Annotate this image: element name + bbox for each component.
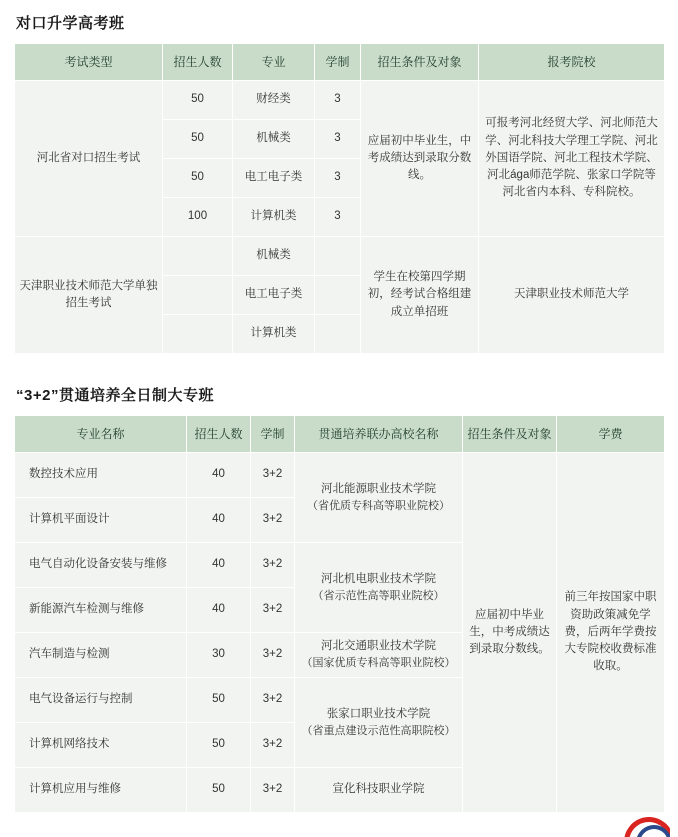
cell-major: 机械类: [233, 120, 315, 159]
table-header-row: [15, 416, 665, 453]
cell-school-system: 3+2: [251, 498, 295, 543]
partner-college-note: （省重点建设示范性高职院校）: [301, 724, 456, 737]
cell-partner-college: [295, 543, 463, 633]
cell-enroll-count: 50: [187, 768, 251, 813]
cell-school-system: 3+2: [251, 588, 295, 633]
cell-colleges: 天津职业技术师范大学: [479, 237, 665, 354]
cell-major-name: 汽车制造与检测: [15, 633, 187, 678]
section1-title: 对口升学高考班: [16, 15, 125, 32]
col-exam-type: 考试类型: [15, 44, 163, 81]
section2-title: “3+2”贯通培养全日制大专班: [16, 387, 214, 404]
cell-partner-college: [295, 768, 463, 813]
cell-school-system: 3+2: [251, 543, 295, 588]
cell-school-system: [315, 315, 361, 354]
cell-enroll-count: 100: [163, 198, 233, 237]
cell-major: 机械类: [233, 237, 315, 276]
cell-enroll-count: 40: [187, 453, 251, 498]
partner-college-note: （国家优质专科高等职业院校）: [301, 657, 456, 670]
cell-major: 计算机类: [233, 315, 315, 354]
cell-enroll-count: 40: [187, 588, 251, 633]
cell-school-system: 3: [315, 159, 361, 198]
col-school-system: 学制: [251, 416, 295, 453]
cell-major-name: 电气自动化设备安装与维修: [15, 543, 187, 588]
cell-partner-college: [295, 678, 463, 768]
partner-college-note: （省示范性高等职业院校）: [312, 589, 445, 602]
cell-school-system: 3: [315, 198, 361, 237]
section-spacer: [14, 354, 664, 380]
school-logo: [624, 811, 670, 837]
table-header-row: [15, 44, 665, 81]
col-major: 专业: [233, 44, 315, 81]
cell-school-system: 3+2: [251, 453, 295, 498]
cell-colleges: 可报考河北经贸大学、河北师范大学、河北科技大学理工学院、河北外国语学院、河北工程技术学院、河北ága师范学院、张家口学院等河北省内本科、专科院校。: [479, 81, 665, 237]
cell-conditions: 学生在校第四学期初，经考试合格组建成立单招班: [361, 237, 479, 354]
partner-college-name: 河北能源职业技术学院: [321, 482, 436, 495]
cell-enroll-count: [163, 237, 233, 276]
cell-enroll-count: 40: [187, 543, 251, 588]
cell-school-system: 3: [315, 120, 361, 159]
cell-school-system: [315, 276, 361, 315]
cell-enroll-count: 50: [163, 120, 233, 159]
cell-enroll-count: 50: [163, 81, 233, 120]
cell-partner-college: [295, 453, 463, 543]
cell-tuition: 前三年按国家中职资助政策减免学费，后两年学费按大专院校收费标准收取。: [557, 453, 665, 813]
cell-enroll-count: [163, 315, 233, 354]
partner-college-name: 河北机电职业技术学院: [321, 572, 436, 585]
partner-college-name: 河北交通职业技术学院: [321, 640, 436, 653]
cell-conditions: 应届初中毕业生，中考成绩达到录取分数线。: [463, 453, 557, 813]
cell-major-name: 电气设备运行与控制: [15, 678, 187, 723]
col-major-name: 专业名称: [15, 416, 187, 453]
cell-major: 财经类: [233, 81, 315, 120]
cell-enroll-count: 30: [187, 633, 251, 678]
cell-enroll-count: 40: [187, 498, 251, 543]
cell-enroll-count: 50: [187, 723, 251, 768]
cell-enroll-count: 50: [163, 159, 233, 198]
col-colleges: 报考院校: [479, 44, 665, 81]
cell-school-system: 3+2: [251, 723, 295, 768]
cell-major-name: 计算机网络技术: [15, 723, 187, 768]
cell-school-system: 3: [315, 81, 361, 120]
cell-partner-college: [295, 633, 463, 678]
cell-exam-type: 天津职业技术师范大学单独招生考试: [15, 237, 163, 354]
cell-conditions: 应届初中毕业生，中考成绩达到录取分数线。: [361, 81, 479, 237]
cell-major-name: 数控技术应用: [15, 453, 187, 498]
cell-enroll-count: [163, 276, 233, 315]
partner-college-name: 宣化科技职业学院: [332, 783, 425, 796]
exam-table: [14, 43, 665, 354]
col-conditions: 招生条件及对象: [361, 44, 479, 81]
vocational-program-table: [14, 415, 665, 813]
cell-school-system: 3+2: [251, 633, 295, 678]
partner-college-name: 张家口职业技术学院: [326, 707, 431, 720]
table-row: [15, 81, 665, 120]
cell-major-name: 计算机应用与维修: [15, 768, 187, 813]
cell-major: 计算机类: [233, 198, 315, 237]
col-school-system: 学制: [315, 44, 361, 81]
cell-enroll-count: 50: [187, 678, 251, 723]
table-row: [15, 453, 665, 498]
partner-college-note: （省优质专科高等职业院校）: [307, 499, 450, 512]
cell-school-system: 3+2: [251, 768, 295, 813]
cell-exam-type: 河北省对口招生考试: [15, 81, 163, 237]
col-conditions: 招生条件及对象: [463, 416, 557, 453]
cell-school-system: 3+2: [251, 678, 295, 723]
cell-major: 电工电子类: [233, 276, 315, 315]
cell-school-system: [315, 237, 361, 276]
col-enroll-count: 招生人数: [187, 416, 251, 453]
col-enroll-count: 招生人数: [163, 44, 233, 81]
cell-major-name: 计算机平面设计: [15, 498, 187, 543]
col-tuition: 学费: [557, 416, 665, 453]
col-partner-college: 贯通培养联办高校名称: [295, 416, 463, 453]
table-row: [15, 237, 665, 276]
cell-major: 电工电子类: [233, 159, 315, 198]
cell-major-name: 新能源汽车检测与维修: [15, 588, 187, 633]
